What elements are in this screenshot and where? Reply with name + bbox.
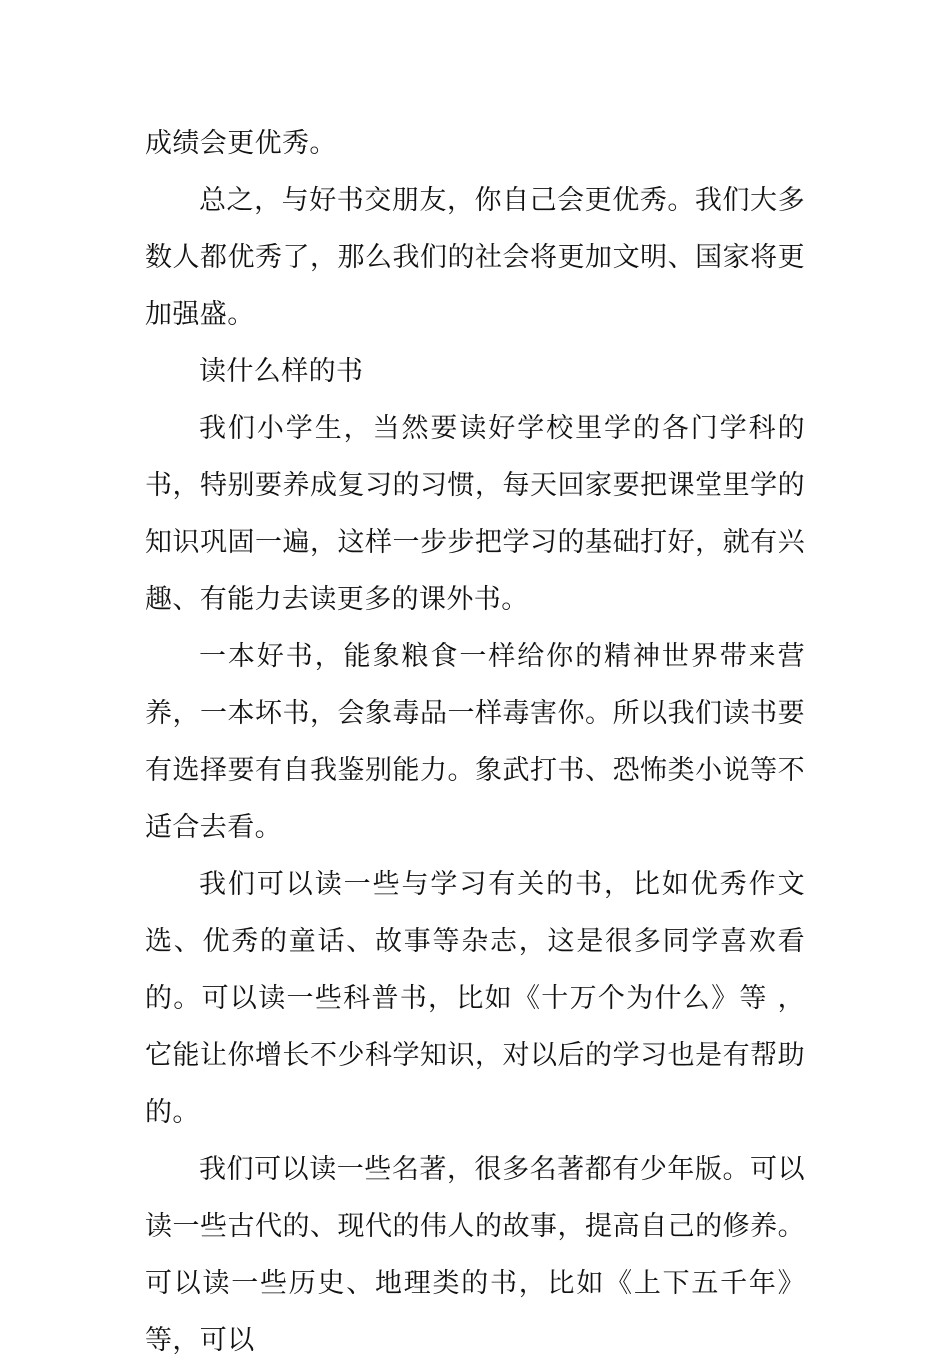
paragraph-conclusion: 总之，与好书交朋友，你自己会更优秀。我们大多数人都优秀了，那么我们的社会将更加文明、国家将更加强盛。 <box>145 185 805 330</box>
paragraph-school-books: 我们小学生，当然要读好学校里学的各门学科的书，特别要养成复习的习惯，每天回家要把课堂里学的知识巩固一遍，这样一步步把学习的基础打好，就有兴趣、有能力去读更多的课外书。 <box>145 413 805 615</box>
paragraph-classics: 我们可以读一些名著，很多名著都有少年版。可以读一些古代的、现代的伟人的故事，提高自己的修养。可以读一些历史、地理类的书，比如《上下五千年》等，可以 <box>145 1154 805 1356</box>
document-body <box>145 115 805 1369</box>
paragraph-good-bad-books: 一本好书，能象粮食一样给你的精神世界带来营养，一本坏书，会象毒品一样毒害你。所以我们读书要有选择要有自我鉴别能力。象武打书、恐怖类小说等不适合去看。 <box>145 641 805 843</box>
paragraph-study-related-books: 我们可以读一些与学习有关的书，比如优秀作文选、优秀的童话、故事等杂志，这是很多同学喜欢看的。可以读一些科普书，比如《十万个为什么》等 ，它能让你增长不少科学知识，对以后的学习也是有帮助的。 <box>145 869 805 1128</box>
paragraph-continuation: 成绩会更优秀。 <box>145 128 337 159</box>
section-heading: 读什么样的书 <box>199 356 364 387</box>
